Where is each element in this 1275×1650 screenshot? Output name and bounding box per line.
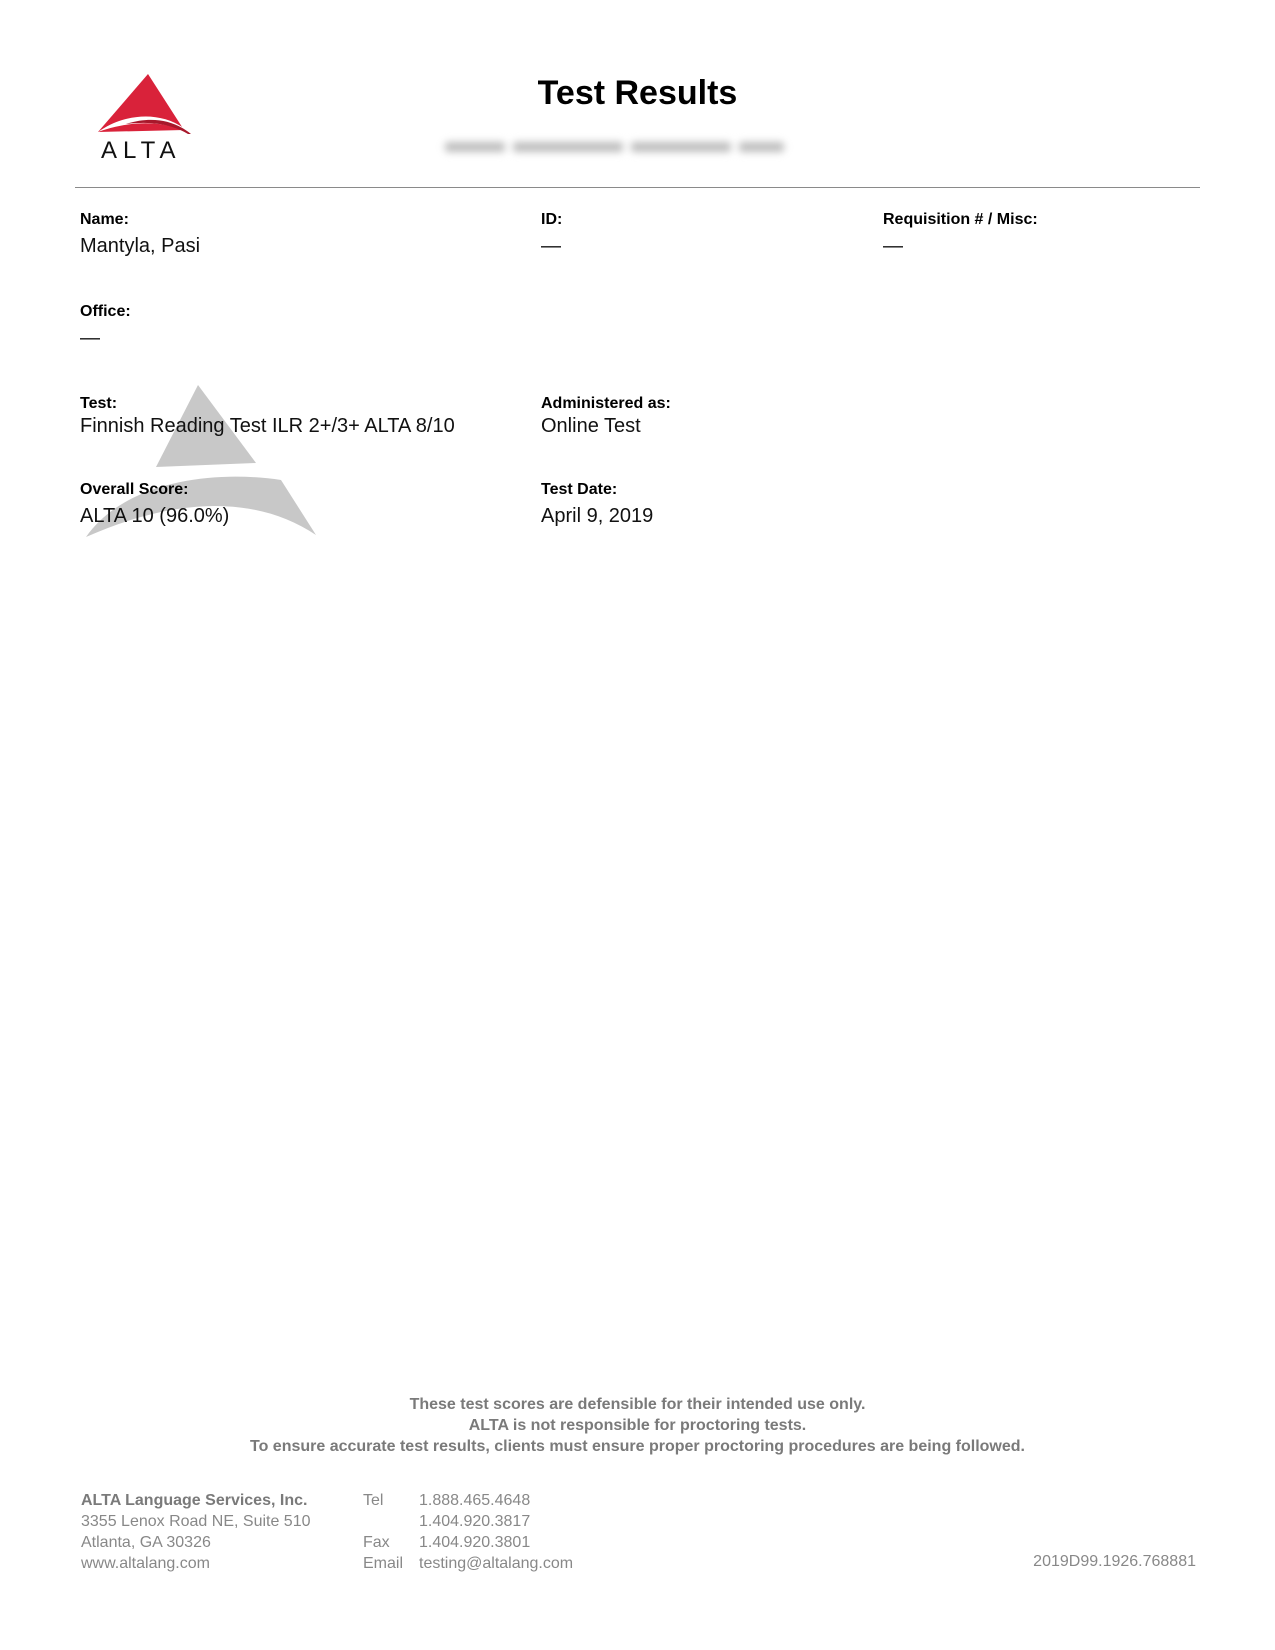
email-label: Email: [363, 1555, 404, 1572]
fax-label: Fax: [363, 1534, 390, 1551]
footer-email-row: [363, 1553, 573, 1574]
requisition-field: [883, 211, 1038, 258]
name-value: Mantyla, Pasi: [80, 235, 201, 257]
score-field: [80, 481, 229, 528]
footer-fax-row: [363, 1532, 573, 1553]
disclaimer-line-1: These test scores are defensible for their intended use only.: [409, 1396, 866, 1413]
disclaimer: [0, 1394, 1275, 1457]
score-value: ALTA 10 (96.0%): [80, 505, 230, 527]
office-label: Office:: [80, 303, 131, 320]
disclaimer-line-2: ALTA is not responsible for proctoring tests.: [468, 1417, 807, 1434]
disclaimer-line-3: To ensure accurate test results, clients must ensure proper proctoring procedures are being followed.: [249, 1438, 1025, 1455]
footer-address-line-2: Atlanta, GA 30326: [81, 1534, 211, 1551]
footer-tel-row: [363, 1490, 573, 1511]
redacted-organization-name: [445, 132, 825, 162]
test-field: [80, 395, 455, 438]
header-divider: [75, 187, 1200, 188]
document-id: 2019D99.1926.768881: [1033, 1553, 1196, 1570]
footer-contact: [363, 1490, 573, 1574]
name-label: Name:: [80, 211, 129, 228]
id-value: —: [541, 235, 561, 257]
administered-field: [541, 395, 671, 438]
fax-value: 1.404.920.3801: [419, 1534, 531, 1551]
page-title: Test Results: [537, 74, 738, 112]
footer-tel-row-2: [363, 1511, 573, 1532]
id-field: [541, 211, 562, 258]
id-label: ID:: [541, 211, 563, 228]
date-value: April 9, 2019: [541, 505, 654, 527]
requisition-label: Requisition # / Misc:: [883, 211, 1038, 228]
score-label: Overall Score:: [80, 481, 189, 498]
alta-logo-text: ALTA: [101, 137, 182, 164]
tel-label: Tel: [363, 1492, 384, 1509]
tel-value-1: 1.888.465.4648: [419, 1492, 531, 1509]
requisition-value: —: [883, 235, 903, 257]
footer-address: [81, 1490, 311, 1574]
email-link[interactable]: testing@altalang.com: [419, 1555, 574, 1572]
tel-value-2: 1.404.920.3817: [419, 1513, 531, 1530]
name-field: [80, 211, 200, 258]
administered-label: Administered as:: [541, 395, 671, 412]
office-field: [80, 303, 131, 350]
date-label: Test Date:: [541, 481, 618, 498]
administered-value: Online Test: [541, 415, 641, 437]
footer-address-line-1: 3355 Lenox Road NE, Suite 510: [81, 1513, 311, 1530]
date-field: [541, 481, 653, 528]
test-label: Test:: [80, 395, 118, 412]
test-value: Finnish Reading Test ILR 2+/3+ ALTA 8/10: [80, 415, 455, 437]
office-value: —: [80, 327, 100, 349]
footer-company: ALTA Language Services, Inc.: [81, 1492, 308, 1509]
footer-website-link[interactable]: www.altalang.com: [81, 1555, 210, 1572]
